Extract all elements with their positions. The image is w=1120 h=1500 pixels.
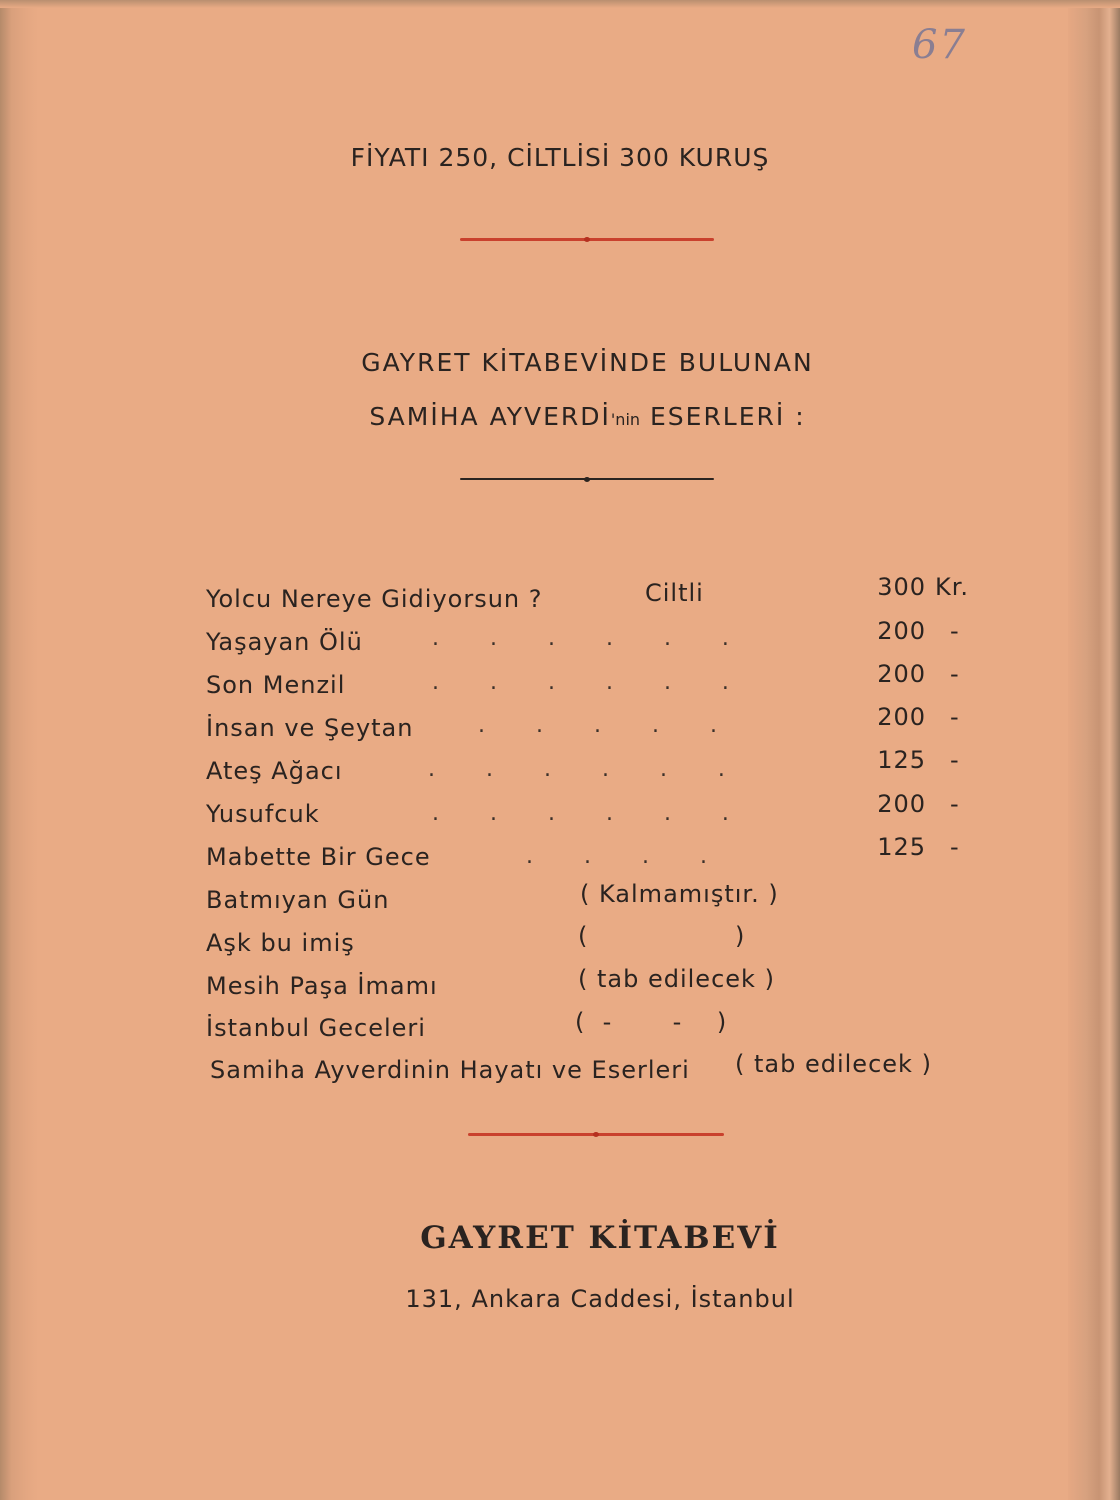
price-unit: -: [950, 746, 960, 774]
book-price: 200: [877, 660, 926, 688]
book-title: Batmıyan Gün: [206, 886, 390, 914]
book-price: 125: [877, 833, 926, 861]
leader-dots: . . . .: [526, 844, 729, 869]
heading-line-1: GAYRET KİTABEVİNDE BULUNAN: [361, 348, 814, 377]
book-title: İstanbul Geceleri: [206, 1014, 426, 1042]
price-unit: -: [950, 703, 960, 731]
leader-dots: . . . . . .: [432, 801, 751, 826]
author-suffix: 'nin: [610, 410, 641, 429]
price-unit: Kr.: [935, 573, 970, 601]
book-title: Yolcu Nereye Gidiyorsun ?: [206, 585, 543, 613]
price-unit: -: [950, 833, 960, 861]
book-note: Ciltli: [645, 579, 704, 607]
black-divider: [460, 478, 714, 480]
book-price: 300: [877, 573, 926, 601]
book-title: Yaşayan Ölü: [206, 628, 363, 656]
book-price: 200: [877, 617, 926, 645]
red-divider-bottom: [468, 1133, 724, 1136]
price-notice: FİYATI 250, CİLTLİSİ 300 KURUŞ: [350, 143, 770, 172]
top-page-edge: [0, 0, 1120, 8]
heading-works: ESERLERİ :: [640, 402, 806, 431]
book-price: 200: [877, 790, 926, 818]
leader-dots: . . . . . .: [432, 626, 751, 651]
book-title: Mesih Paşa İmamı: [206, 972, 438, 1000]
author-name: SAMİHA AYVERDİ: [369, 402, 611, 431]
leader-dots: . . . . . .: [432, 670, 751, 695]
price-unit: -: [950, 660, 960, 688]
book-title: Ateş Ağacı: [206, 757, 343, 785]
book-title: İnsan ve Şeytan: [206, 714, 414, 742]
book-note: ( ): [578, 922, 746, 950]
book-title: Yusufcuk: [206, 800, 320, 828]
red-divider-top: [460, 238, 714, 241]
price-unit: -: [950, 617, 960, 645]
book-note: ( - - ): [575, 1008, 728, 1036]
left-page-edge: [0, 0, 38, 1500]
publisher-name: GAYRET KİTABEVİ: [420, 1220, 780, 1256]
right-page-edge: [1068, 0, 1120, 1500]
book-note: ( tab edilecek ): [735, 1050, 932, 1078]
handwritten-page-number: 67: [912, 22, 967, 68]
book-title: Aşk bu imiş: [206, 929, 355, 957]
price-unit: -: [950, 790, 960, 818]
book-price: 200: [877, 703, 926, 731]
publisher-address: 131, Ankara Caddesi, İstanbul: [405, 1285, 795, 1313]
book-note: ( Kalmamıştır. ): [580, 880, 779, 908]
book-title: Son Menzil: [206, 671, 346, 699]
book-title: Samiha Ayverdinin Hayatı ve Eserleri: [210, 1056, 690, 1084]
book-price: 125: [877, 746, 926, 774]
leader-dots: . . . . .: [478, 713, 739, 738]
heading-line-2: [0, 402, 1120, 431]
book-title: Mabette Bir Gece: [206, 843, 431, 871]
book-note: ( tab edilecek ): [578, 965, 775, 993]
leader-dots: . . . . . .: [428, 757, 747, 782]
